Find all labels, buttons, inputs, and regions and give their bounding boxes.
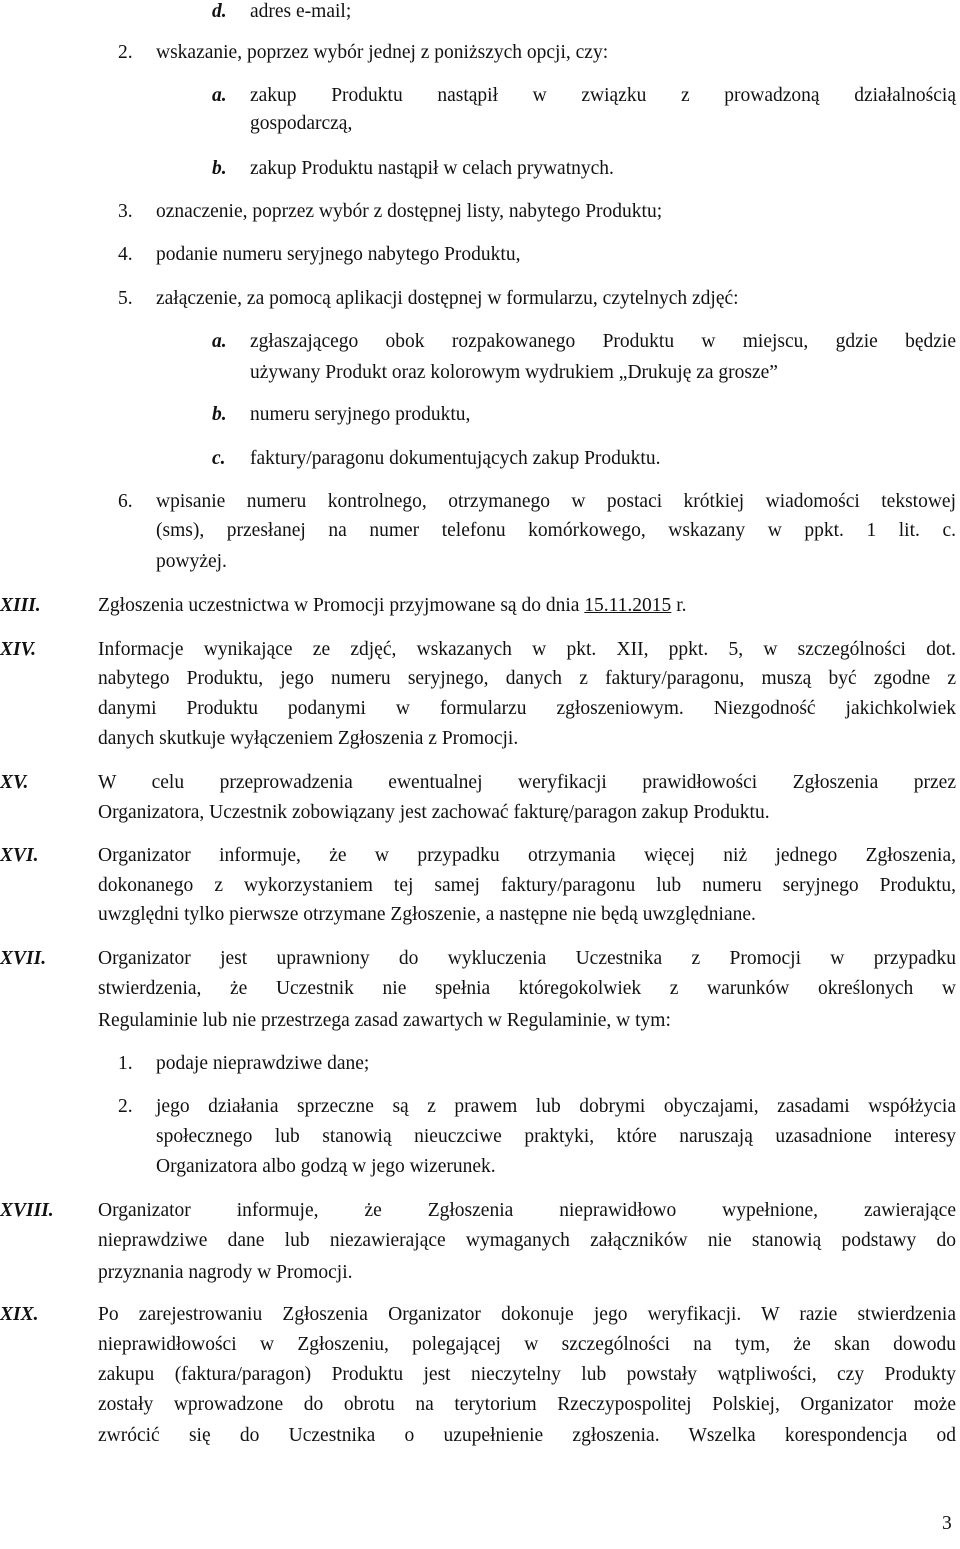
list-marker-5c: c.	[212, 448, 226, 469]
list-item-6-line3: powyżej.	[156, 551, 227, 572]
section-xiii-text-before: Zgłoszenia uczestnictwa w Promocji przyjmowane są do dnia	[98, 595, 585, 616]
list-item-3-text: oznaczenie, poprzez wybór z dostępnej listy, nabytego Produktu;	[156, 201, 663, 222]
section-xvii-line1: Organizator jest uprawniony do wykluczenia Uczestnika z Promocji w przypadku	[98, 948, 956, 969]
section-xvii-item-2-line3: Organizatora albo godzą w jego wizerunek.	[156, 1156, 496, 1177]
section-xvii-item-1: podaje nieprawdziwe dane;	[156, 1053, 370, 1074]
section-xvii-marker-2: 2.	[118, 1096, 133, 1117]
section-xvii-item-2-line2: społecznego lub stanowią nieuczciwe praktyki, które naruszają uzasadnione interesy	[156, 1126, 956, 1147]
list-item-5c-text: faktury/paragonu dokumentujących zakup Produktu.	[250, 448, 661, 469]
section-xiii-text-after: r.	[671, 595, 687, 616]
list-marker-2: 2.	[118, 42, 133, 63]
section-xiv-line2: nabytego Produktu, jego numeru seryjnego, danych z faktury/paragonu, muszą być zgodne z	[98, 668, 956, 689]
section-numeral-xix: XIX.	[0, 1304, 39, 1325]
list-marker-3: 3.	[118, 201, 133, 222]
section-numeral-xiv: XIV.	[0, 639, 36, 660]
list-item-d-text: adres e-mail;	[250, 1, 352, 22]
section-numeral-xv: XV.	[0, 772, 29, 793]
section-xix-line2: nieprawidłowości w Zgłoszeniu, polegającej w szczególności na tym, że skan dowodu	[98, 1334, 956, 1355]
list-marker-5a: a.	[212, 331, 227, 352]
list-item-2a-line2: gospodarczą,	[250, 113, 353, 134]
section-xv-line2: Organizatora, Uczestnik zobowiązany jest zachować fakturę/paragon zakup Produktu.	[98, 802, 770, 823]
section-xviii-line2: nieprawdziwe dane lub niezawierające wymaganych załączników nie stanowią podstawy do	[98, 1230, 956, 1251]
list-item-2-text: wskazanie, poprzez wybór jednej z poniższych opcji, czy:	[156, 42, 609, 63]
list-marker-4: 4.	[118, 244, 133, 265]
list-marker-d: d.	[212, 1, 227, 22]
list-item-6-line1: wpisanie numeru kontrolnego, otrzymanego w postaci krótkiej wiadomości tekstowej	[156, 491, 956, 512]
section-xvii-line3: Regulaminie lub nie przestrzega zasad zawartych w Regulaminie, w tym:	[98, 1010, 671, 1031]
list-item-6-line2: (sms), przesłanej na numer telefonu komórkowego, wskazany w ppkt. 1 lit. c.	[156, 520, 956, 541]
section-xiii-text	[98, 594, 686, 618]
deadline-date: 15.11.2015	[584, 595, 672, 616]
section-xix-line4: zostały wprowadzone do obrotu na terytorium Rzeczypospolitej Polskiej, Organizator może	[98, 1394, 956, 1415]
section-xix-line1: Po zarejestrowaniu Zgłoszenia Organizator dokonuje jego weryfikacji. W razie stwierdzenia	[98, 1304, 956, 1325]
list-item-5a-line1: zgłaszającego obok rozpakowanego Produktu w miejscu, gdzie będzie	[250, 331, 956, 352]
list-marker-2a: a.	[212, 85, 227, 106]
section-xviii-line3: przyznania nagrody w Promocji.	[98, 1262, 353, 1283]
list-item-2b-text: zakup Produktu nastąpił w celach prywatnych.	[250, 158, 614, 179]
section-numeral-xiii: XIII.	[0, 595, 41, 616]
list-item-5a-line2: używany Produkt oraz kolorowym wydrukiem „Drukuję za grosze”	[250, 362, 778, 383]
section-xiv-line1: Informacje wynikające ze zdjęć, wskazanych w pkt. XII, ppkt. 5, w szczególności dot.	[98, 639, 956, 660]
list-item-4-text: podanie numeru seryjnego nabytego Produktu,	[156, 244, 521, 265]
section-xvi-line1: Organizator informuje, że w przypadku otrzymania więcej niż jednego Zgłoszenia,	[98, 845, 956, 866]
section-xvi-line2: dokonanego z wykorzystaniem tej samej faktury/paragonu lub numeru seryjnego Produktu,	[98, 875, 956, 896]
section-xvii-line2: stwierdzenia, że Uczestnik nie spełnia któregokolwiek z warunków określonych w	[98, 978, 956, 999]
section-xvi-line3: uwzględni tylko pierwsze otrzymane Zgłoszenie, a następne nie będą uwzględniane.	[98, 904, 756, 925]
list-marker-6: 6.	[118, 491, 133, 512]
section-xiv-line3: danymi Produktu podanymi w formularzu zgłoszeniowym. Niezgodność jakichkolwiek	[98, 698, 956, 719]
section-xvii-marker-1: 1.	[118, 1053, 133, 1074]
page-number: 3	[942, 1513, 952, 1534]
section-xix-line5: zwrócić się do Uczestnika o uzupełnienie zgłoszenia. Wszelka korespondencja od	[98, 1425, 956, 1446]
list-item-5b-text: numeru seryjnego produktu,	[250, 404, 471, 425]
section-xix-line3: zakupu (faktura/paragon) Produktu jest nieczytelny lub powstały wątpliwości, czy Produkty	[98, 1364, 956, 1385]
section-numeral-xvi: XVI.	[0, 845, 39, 866]
list-marker-5: 5.	[118, 288, 133, 309]
section-xviii-line1: Organizator informuje, że Zgłoszenia nieprawidłowo wypełnione, zawierające	[98, 1200, 956, 1221]
section-xvii-item-2-line1: jego działania sprzeczne są z prawem lub dobrymi obyczajami, zasadami współżycia	[156, 1096, 956, 1117]
list-item-5-text: załączenie, za pomocą aplikacji dostępnej w formularzu, czytelnych zdjęć:	[156, 288, 739, 309]
list-marker-5b: b.	[212, 404, 227, 425]
list-item-2a-line1: zakup Produktu nastąpił w związku z prowadzoną działalnością	[250, 85, 956, 106]
section-xv-line1: W celu przeprowadzenia ewentualnej weryfikacji prawidłowości Zgłoszenia przez	[98, 772, 956, 793]
section-numeral-xviii: XVIII.	[0, 1200, 54, 1221]
list-marker-2b: b.	[212, 158, 227, 179]
section-xiv-line4: danych skutkuje wyłączeniem Zgłoszenia z Promocji.	[98, 728, 519, 749]
section-numeral-xvii: XVII.	[0, 948, 47, 969]
